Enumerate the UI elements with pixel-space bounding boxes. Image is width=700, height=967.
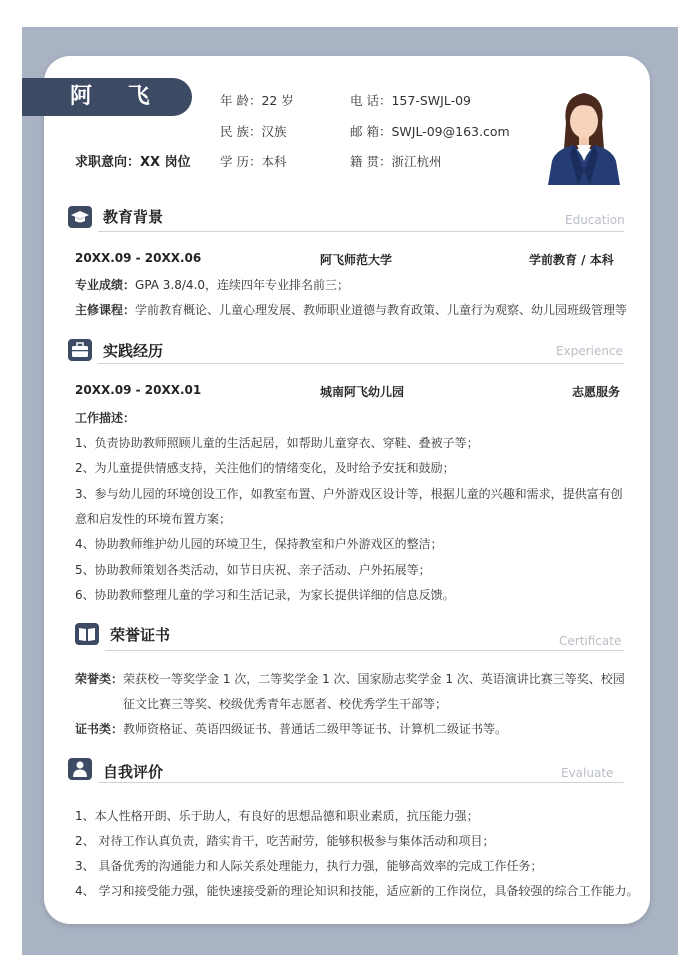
evaluate-item: 4、 学习和接受能力强，能快速接受新的理论知识和技能，适应新的工作岗位，具备较强的综合工作能力。 [75,884,639,898]
practice-item: 1、负责协助教师照顾儿童的生活起居，如帮助儿童穿衣、穿鞋、叠被子等； [75,436,479,450]
edu-school: 阿飞师范大学 [320,253,393,267]
edu-score: 专业成绩：GPA 3.8/4.0，连续四年专业排名前三； [75,278,350,292]
education-en: Education [565,213,625,227]
practice-org: 城南阿飞幼儿园 [320,385,405,399]
person-icon [68,758,92,780]
edu-courses: 主修课程：学前教育概论、儿童心理发展、教师职业道德与教育政策、儿童行为观察、幼儿园班级管理等 [75,303,628,317]
graduation-cap-icon [68,206,92,228]
book-icon [75,623,99,645]
origin-field: 籍 贯：浙江杭州 [350,154,442,169]
education-field: 学 历：本科 [220,154,287,169]
divider [98,782,624,783]
practice-item: 3、参与幼儿园的环境创设工作，如教室布置、户外游戏区设计等，根据儿童的兴趣和需求，提供富有创 [75,487,623,501]
education-title: 教育背景 [103,208,164,226]
evaluate-title: 自我评价 [103,763,164,781]
practice-item: 4、协助教师维护幼儿园的环境卫生，保持教室和户外游戏区的整洁； [75,537,443,551]
honors-cert: 证书类：教师资格证、英语四级证书、普通话二级甲等证书、计算机二级证书等。 [75,722,508,736]
practice-en: Experience [556,344,623,358]
practice-role: 志愿服务 [572,385,621,399]
divider [105,650,624,651]
name-banner: 阿 飞 [22,78,192,116]
ethnic-field: 民 族：汉族 [220,124,287,139]
evaluate-en: Evaluate [561,766,614,780]
avatar-photo [544,79,624,185]
job-intent: 求职意向：XX 岗位 [75,155,191,170]
briefcase-icon [68,339,92,361]
practice-period: 20XX.09 - 20XX.01 [75,383,202,397]
edu-period: 20XX.09 - 20XX.06 [75,251,202,265]
divider [98,363,624,364]
age-field: 年 龄：22 岁 [220,93,294,108]
evaluate-item: 1、本人性格开朗、乐于助人，有良好的思想品德和职业素质，抗压能力强； [75,809,479,823]
practice-desc-label: 工作描述： [75,411,136,425]
practice-item: 5、协助教师策划各类活动，如节日庆祝、亲子活动、户外拓展等； [75,563,431,577]
phone-field: 电 话：157-SWJL-09 [350,93,471,108]
practice-item: 2、为儿童提供情感支持，关注他们的情绪变化，及时给予安抚和鼓励； [75,461,455,475]
email-field: 邮 箱：SWJL-09@163.com [350,124,510,139]
edu-major: 学前教育 / 本科 [529,253,614,267]
honors-award-cont: 征文比赛三等奖、校级优秀青年志愿者、校优秀学生干部等； [123,697,448,711]
practice-item: 6、协助教师整理儿童的学习和生活记录，为家长提供详细的信息反馈。 [75,588,455,602]
honors-title: 荣誉证书 [110,626,171,644]
evaluate-item: 2、 对待工作认真负责，踏实肯干，吃苦耐劳，能够积极参与集体活动和项目； [75,834,495,848]
evaluate-item: 3、 具备优秀的沟通能力和人际关系处理能力，执行力强，能够高效率的完成工作任务； [75,859,543,873]
practice-title: 实践经历 [103,342,164,360]
honors-award: 荣誉类：荣获校一等奖学金 1 次，二等奖学金 1 次、国家励志奖学金 1 次、英语演讲比赛三等奖、校园 [75,672,625,686]
honors-en: Certificate [559,634,622,648]
practice-item: 意和启发性的环境布置方案； [75,512,232,526]
divider [98,231,624,232]
